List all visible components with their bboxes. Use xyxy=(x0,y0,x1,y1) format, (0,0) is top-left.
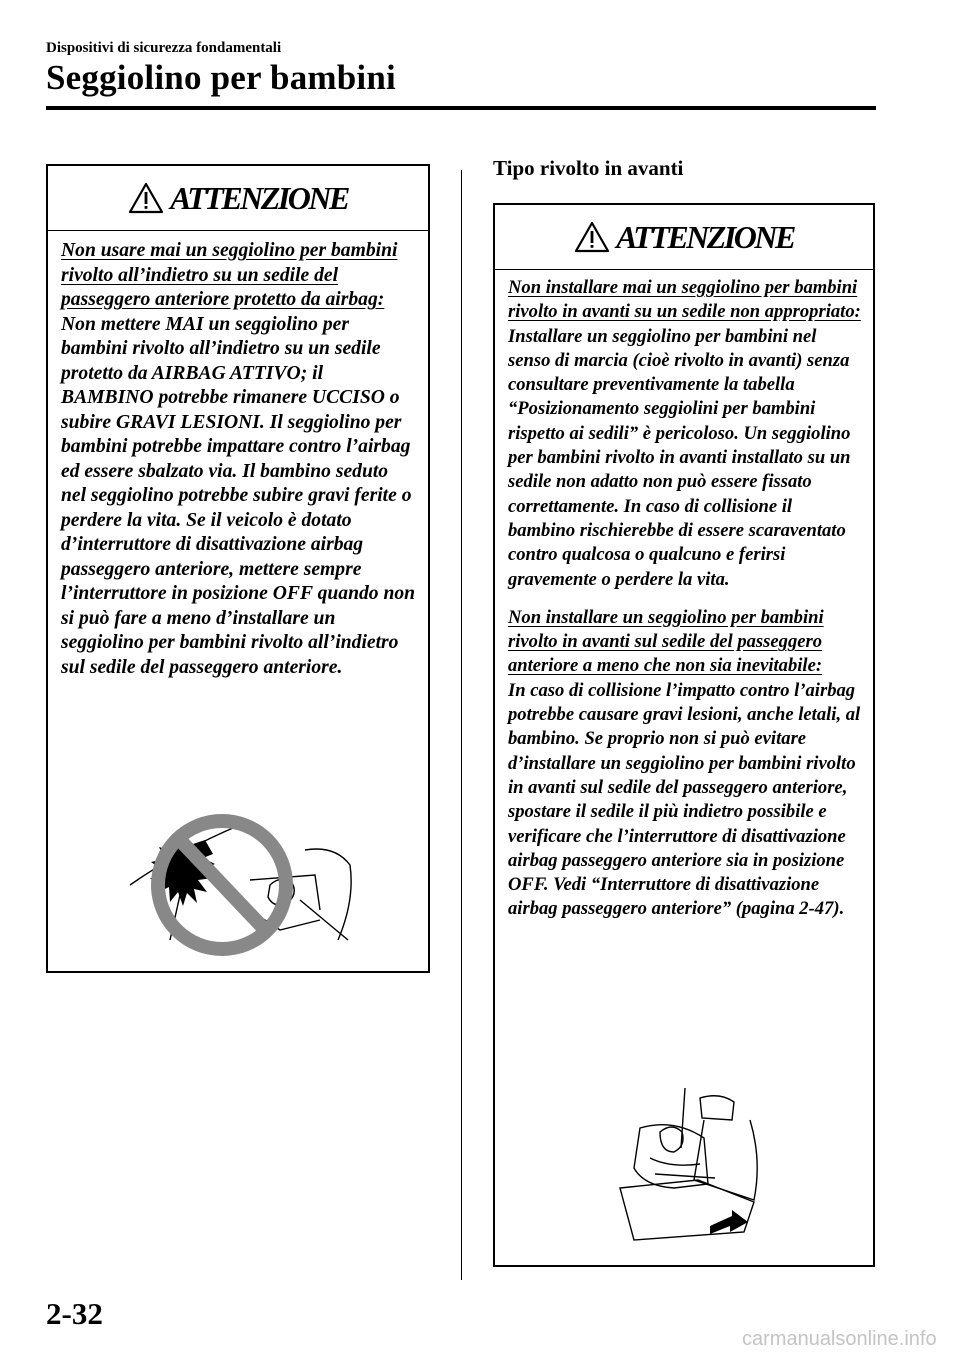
section-kicker: Dispositivi di sicurezza fondamentali xyxy=(46,40,282,56)
watermark: carmanualsonline.info xyxy=(742,1328,937,1350)
title-rule xyxy=(46,106,876,110)
warning-lead-2: Non installare un seggiolino per bambini rivolto in avanti sul sedile del passeggero anteriore a meno che non sia inevitabile: xyxy=(508,606,824,677)
warning-title: ATTENZIONE xyxy=(616,218,794,255)
warning-body xyxy=(495,270,873,922)
warning-lead-1: Non installare mai un seggiolino per bambini rivolto in avanti su un sedile non appropriato: xyxy=(508,277,861,323)
warning-text-1: Installare un seggiolino per bambini nel senso di marcia (cioè rivolto in avanti) senza consultare preventivamente la tabella “Posizionamento seggiolini per bambini rispetto ai sedili” è pericoloso. Un seggiolino per bambini rivolto in avanti installato su un sedile non adatto non può essere fissato correttamente. In caso di collisione il bambino rischierebbe di essere scaraventato contro qualcosa o qualcuno e ferirsi gravemente o perdere la vita. xyxy=(508,325,851,590)
page-title: Seggiolino per bambini xyxy=(46,58,396,97)
warning-triangle-icon xyxy=(128,182,164,214)
warning-text: Non mettere MAI un seggiolino per bambini rivolto all’indietro su un sedile protetto da AIRBAG ATTIVO; il BAMBINO potrebbe rimanere UCCISO o subire GRAVI LESIONI. Il seggiolino per bambini potrebbe impattare contro l’airbag ed essere sbalzato via. Il bambino seduto nel seggiolino potrebbe subire gravi ferite o perdere la vita. Se il veicolo è dotato d’interruttore di disattivazione airbag passeggero anteriore, mettere sempre l’interruttore in posizione OFF quando non si può fare a meno d’installare un seggiolino per bambini rivolto all’indietro sul sedile del passeggero anteriore. xyxy=(61,313,416,678)
warning-body xyxy=(48,231,428,680)
warning-header xyxy=(495,205,873,270)
warning-triangle-icon xyxy=(574,221,610,253)
no-rear-facing-seat-illustration xyxy=(110,790,370,960)
page-number: 2-32 xyxy=(46,1296,103,1331)
warning-lead: Non usare mai un seggiolino per bambini rivolto all’indietro su un sedile del passeggero anteriore protetto da airbag: xyxy=(61,240,398,310)
warning-text-2: In caso di collisione l’impatto contro l’airbag potrebbe causare gravi lesioni, anche letali, al bambino. Se proprio non si può evitare d’installare un seggiolino per bambini rivolto in avanti sul sedile del passeggero anteriore, spostare il sedile il più indietro possibile e verificare che l’interruttore di disattivazione airbag passeggero anteriore sia in posizione OFF. Vedi “Interruttore di disattivazione airbag passeggero anteriore” (pagina 2-47). xyxy=(508,679,861,920)
forward-facing-seat-illustration xyxy=(600,1088,770,1248)
column-divider xyxy=(461,170,462,1280)
warning-header xyxy=(48,166,428,231)
warning-title: ATTENZIONE xyxy=(170,179,348,216)
section-subheading: Tipo rivolto in avanti xyxy=(493,156,684,180)
